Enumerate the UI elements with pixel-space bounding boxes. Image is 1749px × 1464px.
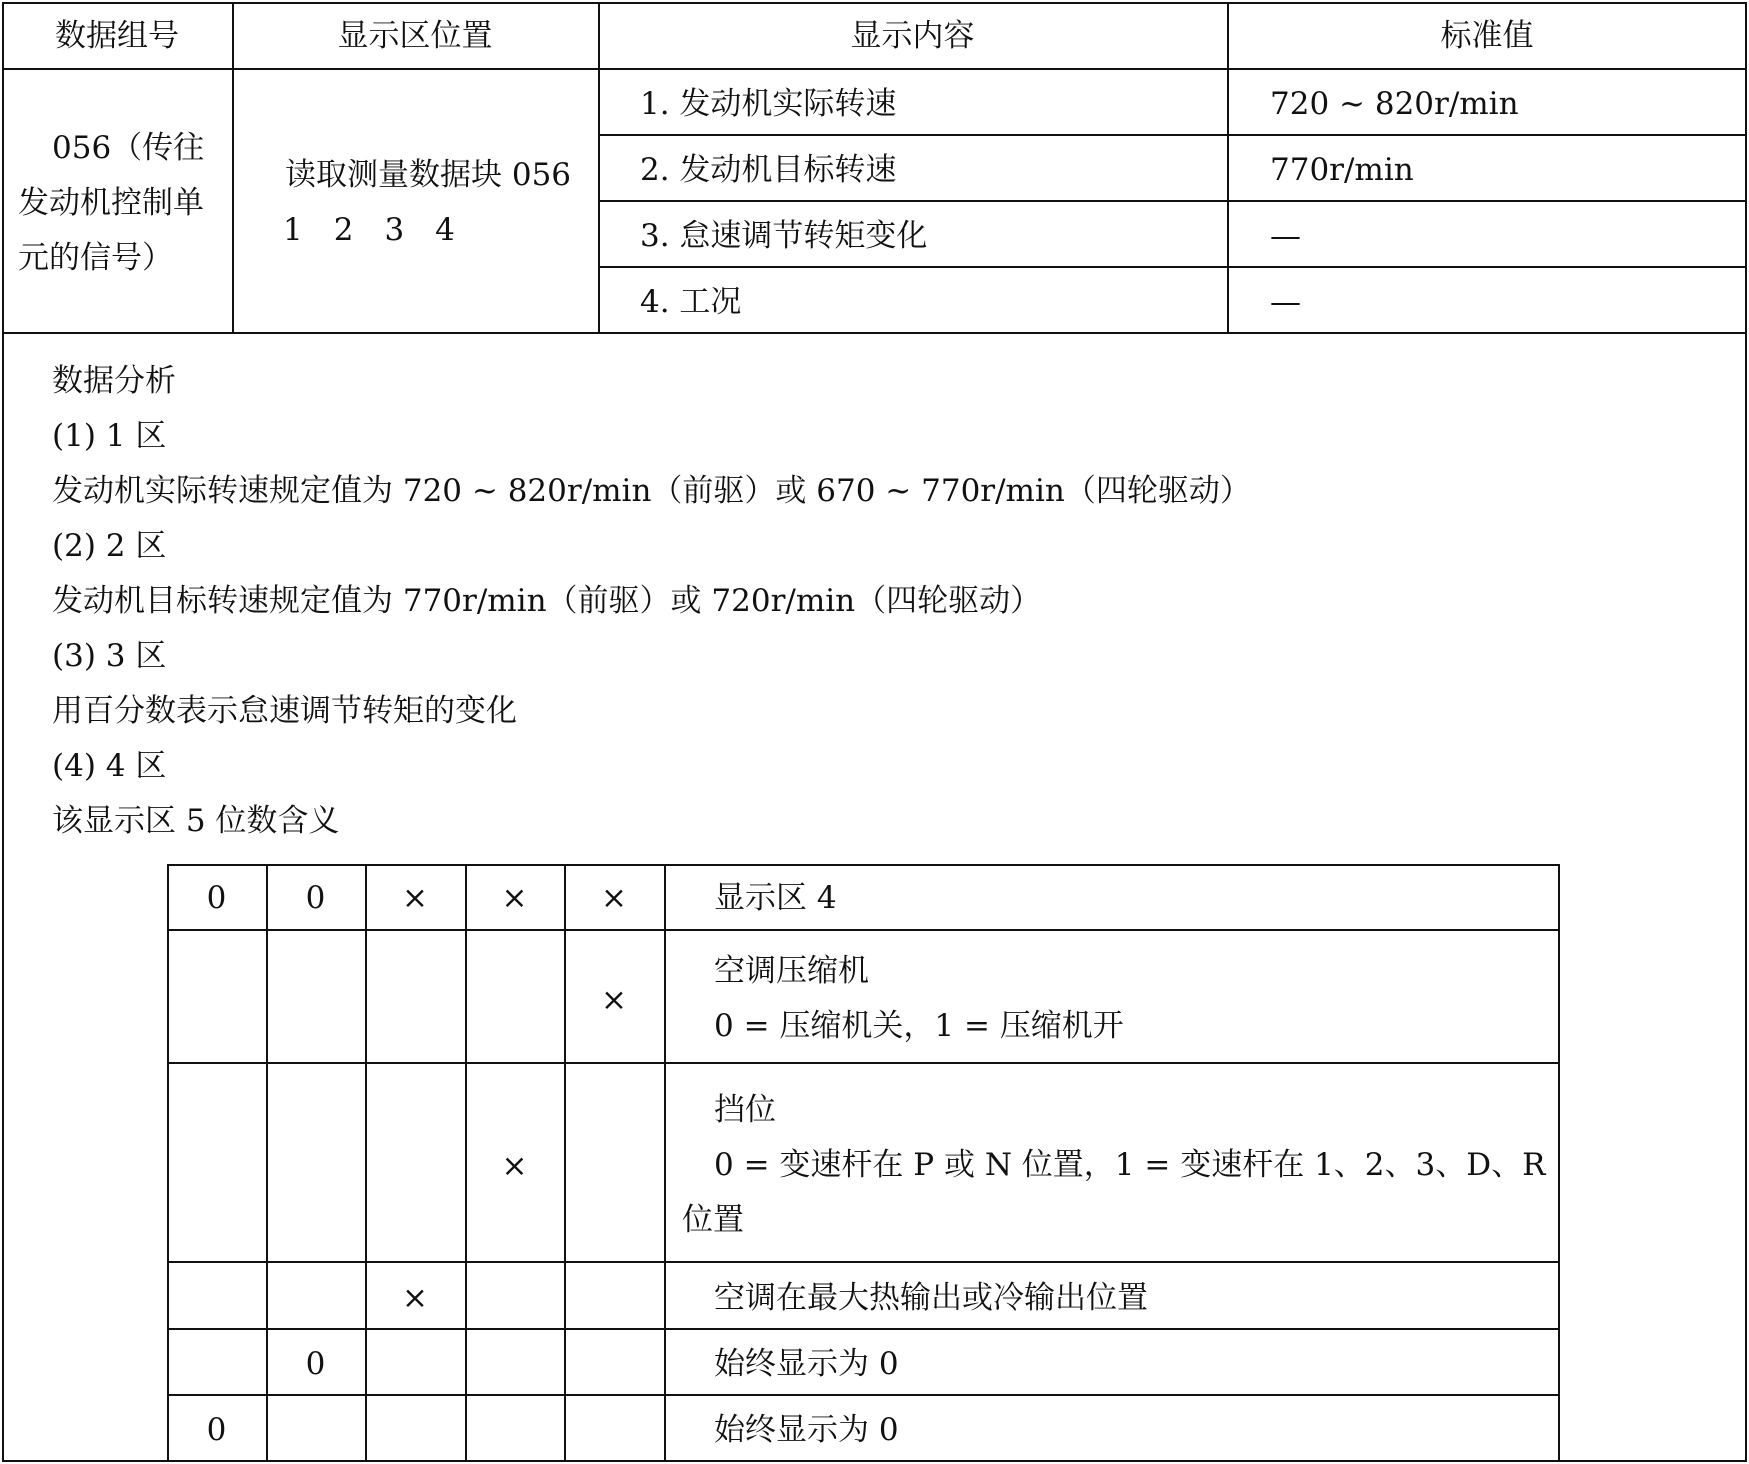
row-line-3 bbox=[598, 266, 1747, 268]
header-group: 数据组号 bbox=[55, 18, 179, 54]
header-position: 显示区位置 bbox=[337, 18, 493, 54]
bits-row-3-desc: 空调在最大热输出或冷输出位置 bbox=[714, 1280, 1148, 1316]
standard-row-4: — bbox=[1270, 284, 1301, 320]
bits-row-2-desc-1: 挡位 bbox=[714, 1092, 776, 1128]
header-bottom-line bbox=[2, 68, 1747, 70]
analysis-line-2: 发动机实际转速规定值为 720 ~ 820r/min（前驱）或 670 ~ 770r/min（四轮驱动） bbox=[52, 473, 1251, 509]
analysis-line-4: 发动机目标转速规定值为 770r/min（前驱）或 720r/min（四轮驱动） bbox=[52, 583, 1042, 619]
bits-header-digit-2: 0 bbox=[305, 880, 326, 916]
content-row-3: 3. 怠速调节转矩变化 bbox=[640, 218, 928, 254]
bits-row-1-desc-1: 空调压缩机 bbox=[714, 953, 869, 989]
bits-row-4-desc: 始终显示为 0 bbox=[714, 1346, 899, 1382]
bits-row-line-5 bbox=[167, 1394, 1560, 1396]
bits-row-4-mark: 0 bbox=[305, 1346, 326, 1382]
bits-col-line-6 bbox=[1558, 864, 1560, 1462]
bits-col-line-4 bbox=[564, 864, 566, 1462]
bits-col-line-5 bbox=[664, 864, 666, 1462]
bits-header-desc: 显示区 4 bbox=[714, 880, 837, 916]
group-line-2: 发动机控制单 bbox=[18, 185, 204, 221]
bits-row-2-desc-2: 0 = 变速杆在 P 或 N 位置，1 = 变速杆在 1、2、3、D、R bbox=[714, 1147, 1546, 1183]
analysis-line-3: (2) 2 区 bbox=[52, 528, 167, 564]
group-line-1: 056（传往 bbox=[52, 130, 205, 166]
table-bottom-line bbox=[2, 332, 1747, 334]
group-line-3: 元的信号） bbox=[18, 240, 173, 276]
bits-row-1-mark: × bbox=[601, 982, 627, 1018]
position-line-2: 1 2 3 4 bbox=[283, 212, 455, 248]
bits-col-line-0 bbox=[167, 864, 169, 1462]
bits-row-line-2 bbox=[167, 1062, 1560, 1064]
bits-row-5-desc: 始终显示为 0 bbox=[714, 1412, 899, 1448]
content-row-4: 4. 工况 bbox=[640, 284, 742, 320]
content-row-1: 1. 发动机实际转速 bbox=[640, 86, 897, 122]
position-line-1: 读取测量数据块 056 bbox=[285, 157, 572, 193]
bits-header-digit-3: × bbox=[402, 880, 428, 916]
bits-row-line-3 bbox=[167, 1261, 1560, 1263]
bits-row-3-mark: × bbox=[402, 1280, 428, 1316]
row-line-1 bbox=[598, 134, 1747, 136]
bits-row-line-4 bbox=[167, 1328, 1560, 1330]
analysis-title: 数据分析 bbox=[52, 363, 176, 399]
standard-row-3: — bbox=[1270, 218, 1301, 254]
bits-row-line-0 bbox=[167, 864, 1560, 866]
content-row-2: 2. 发动机目标转速 bbox=[640, 152, 897, 188]
header-content: 显示内容 bbox=[850, 18, 975, 54]
row-line-2 bbox=[598, 200, 1747, 202]
analysis-line-8: 该显示区 5 位数含义 bbox=[52, 803, 340, 839]
bits-col-line-2 bbox=[365, 864, 367, 1462]
bits-row-1-desc-2: 0 = 压缩机关，1 = 压缩机开 bbox=[714, 1008, 1124, 1044]
bits-header-digit-5: × bbox=[601, 880, 627, 916]
header-standard: 标准值 bbox=[1440, 18, 1534, 54]
bits-row-2-mark: × bbox=[501, 1148, 528, 1184]
standard-row-1: 720 ~ 820r/min bbox=[1270, 86, 1519, 122]
standard-row-2: 770r/min bbox=[1270, 152, 1414, 188]
bits-row-line-1 bbox=[167, 929, 1560, 931]
analysis-line-7: (4) 4 区 bbox=[52, 748, 167, 784]
bits-header-digit-1: 0 bbox=[206, 880, 227, 916]
analysis-line-5: (3) 3 区 bbox=[52, 638, 167, 674]
bits-row-5-mark: 0 bbox=[206, 1412, 227, 1448]
bits-header-digit-4: × bbox=[501, 880, 528, 916]
analysis-line-6: 用百分数表示怠速调节转矩的变化 bbox=[52, 693, 517, 729]
analysis-line-1: (1) 1 区 bbox=[52, 418, 167, 454]
bits-row-2-desc-3: 位置 bbox=[682, 1202, 744, 1238]
